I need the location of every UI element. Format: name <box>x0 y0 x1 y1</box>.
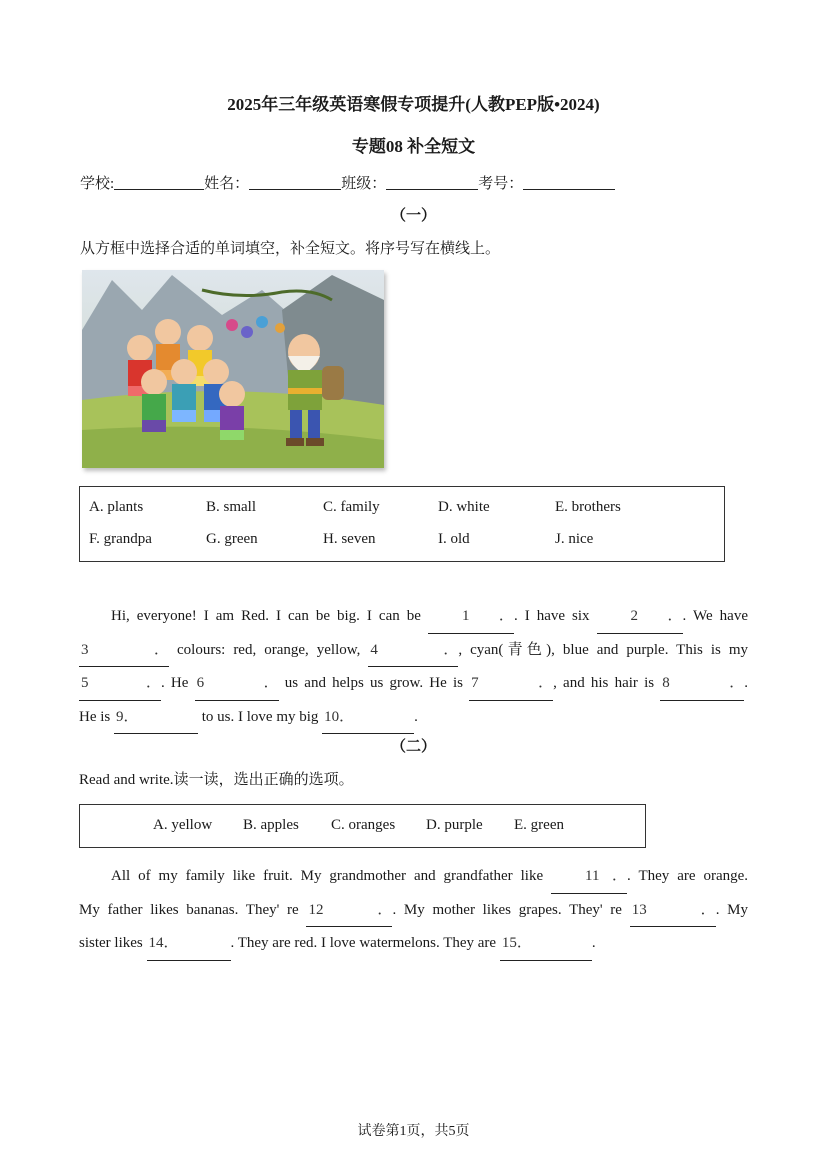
page-title: 2025年三年级英语寒假专项提升(人教PEP版•2024) <box>227 95 600 114</box>
section-2-heading: （二） <box>390 739 436 755</box>
blank-1[interactable]: 1． <box>428 600 514 634</box>
word-bank-box-1 <box>79 486 725 562</box>
word-bank-box-2 <box>79 804 646 848</box>
name-field[interactable] <box>249 175 341 190</box>
name-label: 姓名： <box>204 176 250 192</box>
option-2-c: C. oranges <box>331 817 396 833</box>
option-f: F. grandpa <box>89 531 152 547</box>
blank-12[interactable]: 12． <box>306 894 392 928</box>
option-g: G. green <box>206 531 258 547</box>
option-2-a: A. yellow <box>153 817 213 833</box>
blank-2[interactable]: 2． <box>597 600 683 634</box>
blank-11[interactable]: 11． <box>551 860 627 894</box>
student-info-line <box>80 172 660 193</box>
option-d: D. white <box>438 499 490 515</box>
option-2-e: E. green <box>514 817 564 833</box>
option-2-d: D. purple <box>426 817 483 833</box>
section-1-heading: （一） <box>390 208 436 224</box>
page-footer: 试卷第1页，共5页 <box>357 1124 470 1139</box>
section-2-instruction: Read and write.读一读，选出正确的选项。 <box>79 772 354 788</box>
illustration <box>82 270 384 468</box>
exam-number-field[interactable] <box>523 175 615 190</box>
option-c: C. family <box>323 499 380 515</box>
blank-7[interactable]: 7． <box>469 667 553 701</box>
blank-15[interactable]: 15． <box>500 927 592 961</box>
passage-1-line-2: 3． colours: red, orange, yellow, 4．, cyan(青色), blue and purple. This is my <box>79 634 748 668</box>
blank-9[interactable]: 9． <box>114 701 198 735</box>
class-field[interactable] <box>386 175 478 190</box>
option-e: E. brothers <box>555 499 621 515</box>
option-a: A. plants <box>89 499 144 515</box>
class-label: 班级： <box>341 176 387 192</box>
passage-2-line-2: My father likes bananas. They' re 12．. My mother likes grapes. They' re 13．. My <box>79 894 748 928</box>
school-field[interactable] <box>114 175 204 190</box>
blank-5[interactable]: 5． <box>79 667 161 701</box>
blank-4[interactable]: 4． <box>368 634 458 668</box>
blank-14[interactable]: 14． <box>147 927 231 961</box>
passage-1-line-1: Hi, everyone! I am Red. I can be big. I can be 1．. I have six 2．. We have <box>79 600 748 634</box>
passage-1 <box>79 600 748 734</box>
option-2-b: B. apples <box>243 817 299 833</box>
blank-13[interactable]: 13． <box>630 894 716 928</box>
passage-1-line-4: He is 9． to us. I love my big 10． . <box>79 701 748 735</box>
section-1-instruction: 从方框中选择合适的单词填空，补全短文。将序号写在横线上。 <box>80 241 501 257</box>
passage-2-line-1: All of my family like fruit. My grandmother and grandfather like 11．. They are orange. <box>79 860 748 894</box>
school-label: 学校: <box>80 176 115 192</box>
blank-8[interactable]: 8． <box>660 667 744 701</box>
option-h: H. seven <box>323 531 376 547</box>
passage-2-line-3: sister likes 14． . They are red. I love watermelons. They are 15． . <box>79 927 748 961</box>
passage-1-line-3: 5．. He 6． us and helps us grow. He is 7．, and his hair is 8．. <box>79 667 748 701</box>
calabash-brothers-illustration <box>82 270 384 468</box>
option-i: I. old <box>438 531 470 547</box>
exam-number-label: 考号： <box>478 176 524 192</box>
blank-6[interactable]: 6． <box>195 667 279 701</box>
blank-3[interactable]: 3． <box>79 634 169 668</box>
page-subtitle: 专题08 补全短文 <box>351 137 476 156</box>
option-j: J. nice <box>555 531 594 547</box>
option-b: B. small <box>206 499 257 515</box>
passage-2 <box>79 860 748 961</box>
blank-10[interactable]: 10． <box>322 701 414 735</box>
